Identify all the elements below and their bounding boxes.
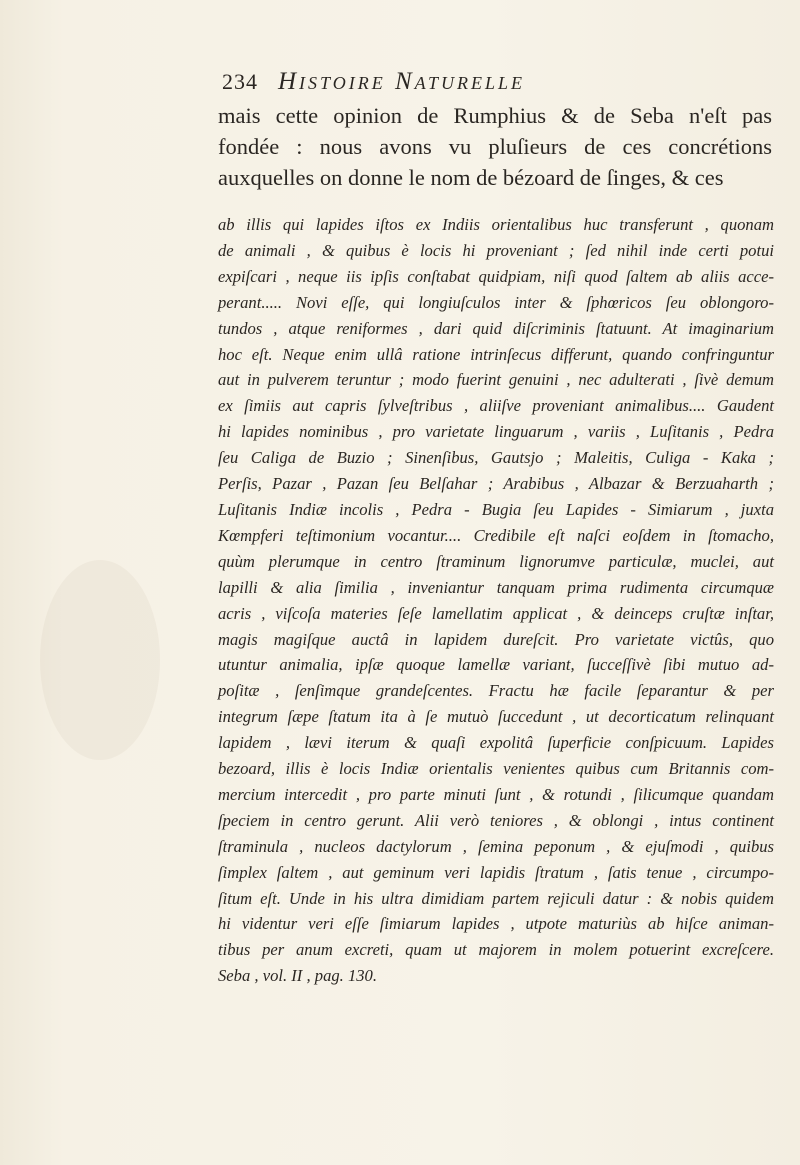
quote-line: ſimplex ſaltem , aut geminum veri lapidis ſtratum , ſatis tenue , circumpo- (218, 862, 774, 882)
quote-line: ſitum eſt. Unde in his ultra dimidiam partem rejiculi datur : & nobis quidem (218, 888, 774, 908)
quote-line: Luſitanis Indiæ incolis , Pedra - Bugia ſeu Lapides - Simiarum , juxta (218, 499, 774, 519)
quote-line: Seba , vol. II , pag. 130. (218, 966, 377, 986)
page-number: 234 (222, 69, 258, 94)
quote-line: bezoard, illis è locis Indiæ orientalis venientes quibus cum Britannis com- (218, 759, 774, 779)
quote-line: tibus per anum excreti, quam ut majorem in molem potuerint excreſcere. (218, 940, 774, 960)
text-line: fondée : nous avons vu pluſieurs de ces concrétions (218, 134, 772, 159)
quote-line: quùm plerumque in centro ſtraminum lignorumve particulæ, muclei, aut (218, 551, 774, 571)
quote-line: mercium intercedit , pro parte minuti ſunt , & rotundi , ſilicumque quandam (218, 784, 774, 804)
quote-line: ſpeciem in centro gerunt. Alii verò teniores , & oblongi , intus continent (218, 810, 774, 830)
quote-line: hoc eſt. Neque enim ullâ ratione intrinſecus differunt, quando confringuntur (218, 344, 774, 364)
french-paragraph (218, 100, 772, 193)
quote-line: ab illis qui lapides iſtos ex Indiis orientalibus huc transferunt , quonam (218, 215, 774, 234)
quote-line: hi lapides nominibus , pro varietate linguarum , variis , Luſitanis , Pedra (218, 422, 774, 442)
quote-line: utuntur animalia, ipſæ quoque lamellæ variant, ſucceſſivè ſibi mutuo ad- (218, 655, 774, 675)
quote-line: lapilli & alia ſimilia , inveniantur tanquam prima rudimenta circumquæ (218, 577, 774, 597)
quote-line: hi videntur veri eſſe ſimiarum lapides , utpote maturiùs ab hiſce animan- (218, 914, 774, 934)
quote-line: ex ſimiis aut capris ſylveſtribus , aliiſve proveniant animalibus.... Gaudent (218, 396, 774, 416)
quote-line: Kœmpferi teſtimonium vocantur.... Credibile eſt naſci eoſdem in ſtomacho, (218, 525, 774, 545)
text-line: auxquelles on donne le nom de bézoard de ſinges, & ces (218, 165, 724, 190)
paper-stain (40, 560, 160, 760)
running-title: Histoire Naturelle (278, 68, 525, 95)
quote-line: Perſis, Pazar , Pazan ſeu Belſahar ; Arabibus , Albazar & Berzuaharth ; (218, 474, 774, 494)
quote-line: perant..... Novi eſſe, qui longiuſculos inter & ſphœricos ſeu oblongoro- (218, 292, 774, 312)
quote-line: aut in pulverem teruntur ; modo fuerint genuini , nec adulterati , ſivè demum (218, 370, 774, 390)
quote-line: ſeu Caliga de Buzio ; Sinenſibus, Gautsjo ; Maleitis, Culiga - Kaka ; (218, 448, 774, 468)
quote-line: integrum ſæpe ſtatum ita à ſe mutuò ſuccedunt , ut decorticatum relinquant (218, 707, 774, 727)
quote-line: lapidem , lævi iterum & quaſi expolitâ ſuperficie conſpicuum. Lapides (218, 733, 774, 753)
text-line: mais cette opinion de Rumphius & de Seba n'eſt pas (218, 103, 772, 128)
quote-line: acris , viſcoſa materies ſeſe lamellatim applicat , & deinceps cruſtæ inſtar, (218, 603, 774, 623)
quote-line: tundos , atque reniformes , dari quid diſcriminis ſtatuunt. At imaginarium (218, 318, 774, 338)
quote-line: magis magiſque auctâ in lapidem dureſcit. Pro varietate victûs, quo (218, 629, 774, 649)
running-header (222, 68, 662, 98)
quote-line: ſtraminula , nucleos dactylorum , ſemina peponum , & ejuſmodi , quibus (218, 836, 774, 856)
latin-quotation (218, 212, 774, 989)
quote-line: poſitæ , ſenſimque grandeſcentes. Fractu hæ facile ſeparantur & per (218, 681, 774, 701)
quote-line: expiſcari , neque iis ipſis conſtabat quidpiam, niſi quod ſaltem ab aliis acce- (218, 266, 774, 286)
quote-line: de animali , & quibus è locis hi proveniant ; ſed nihil inde certi potui (218, 240, 774, 260)
